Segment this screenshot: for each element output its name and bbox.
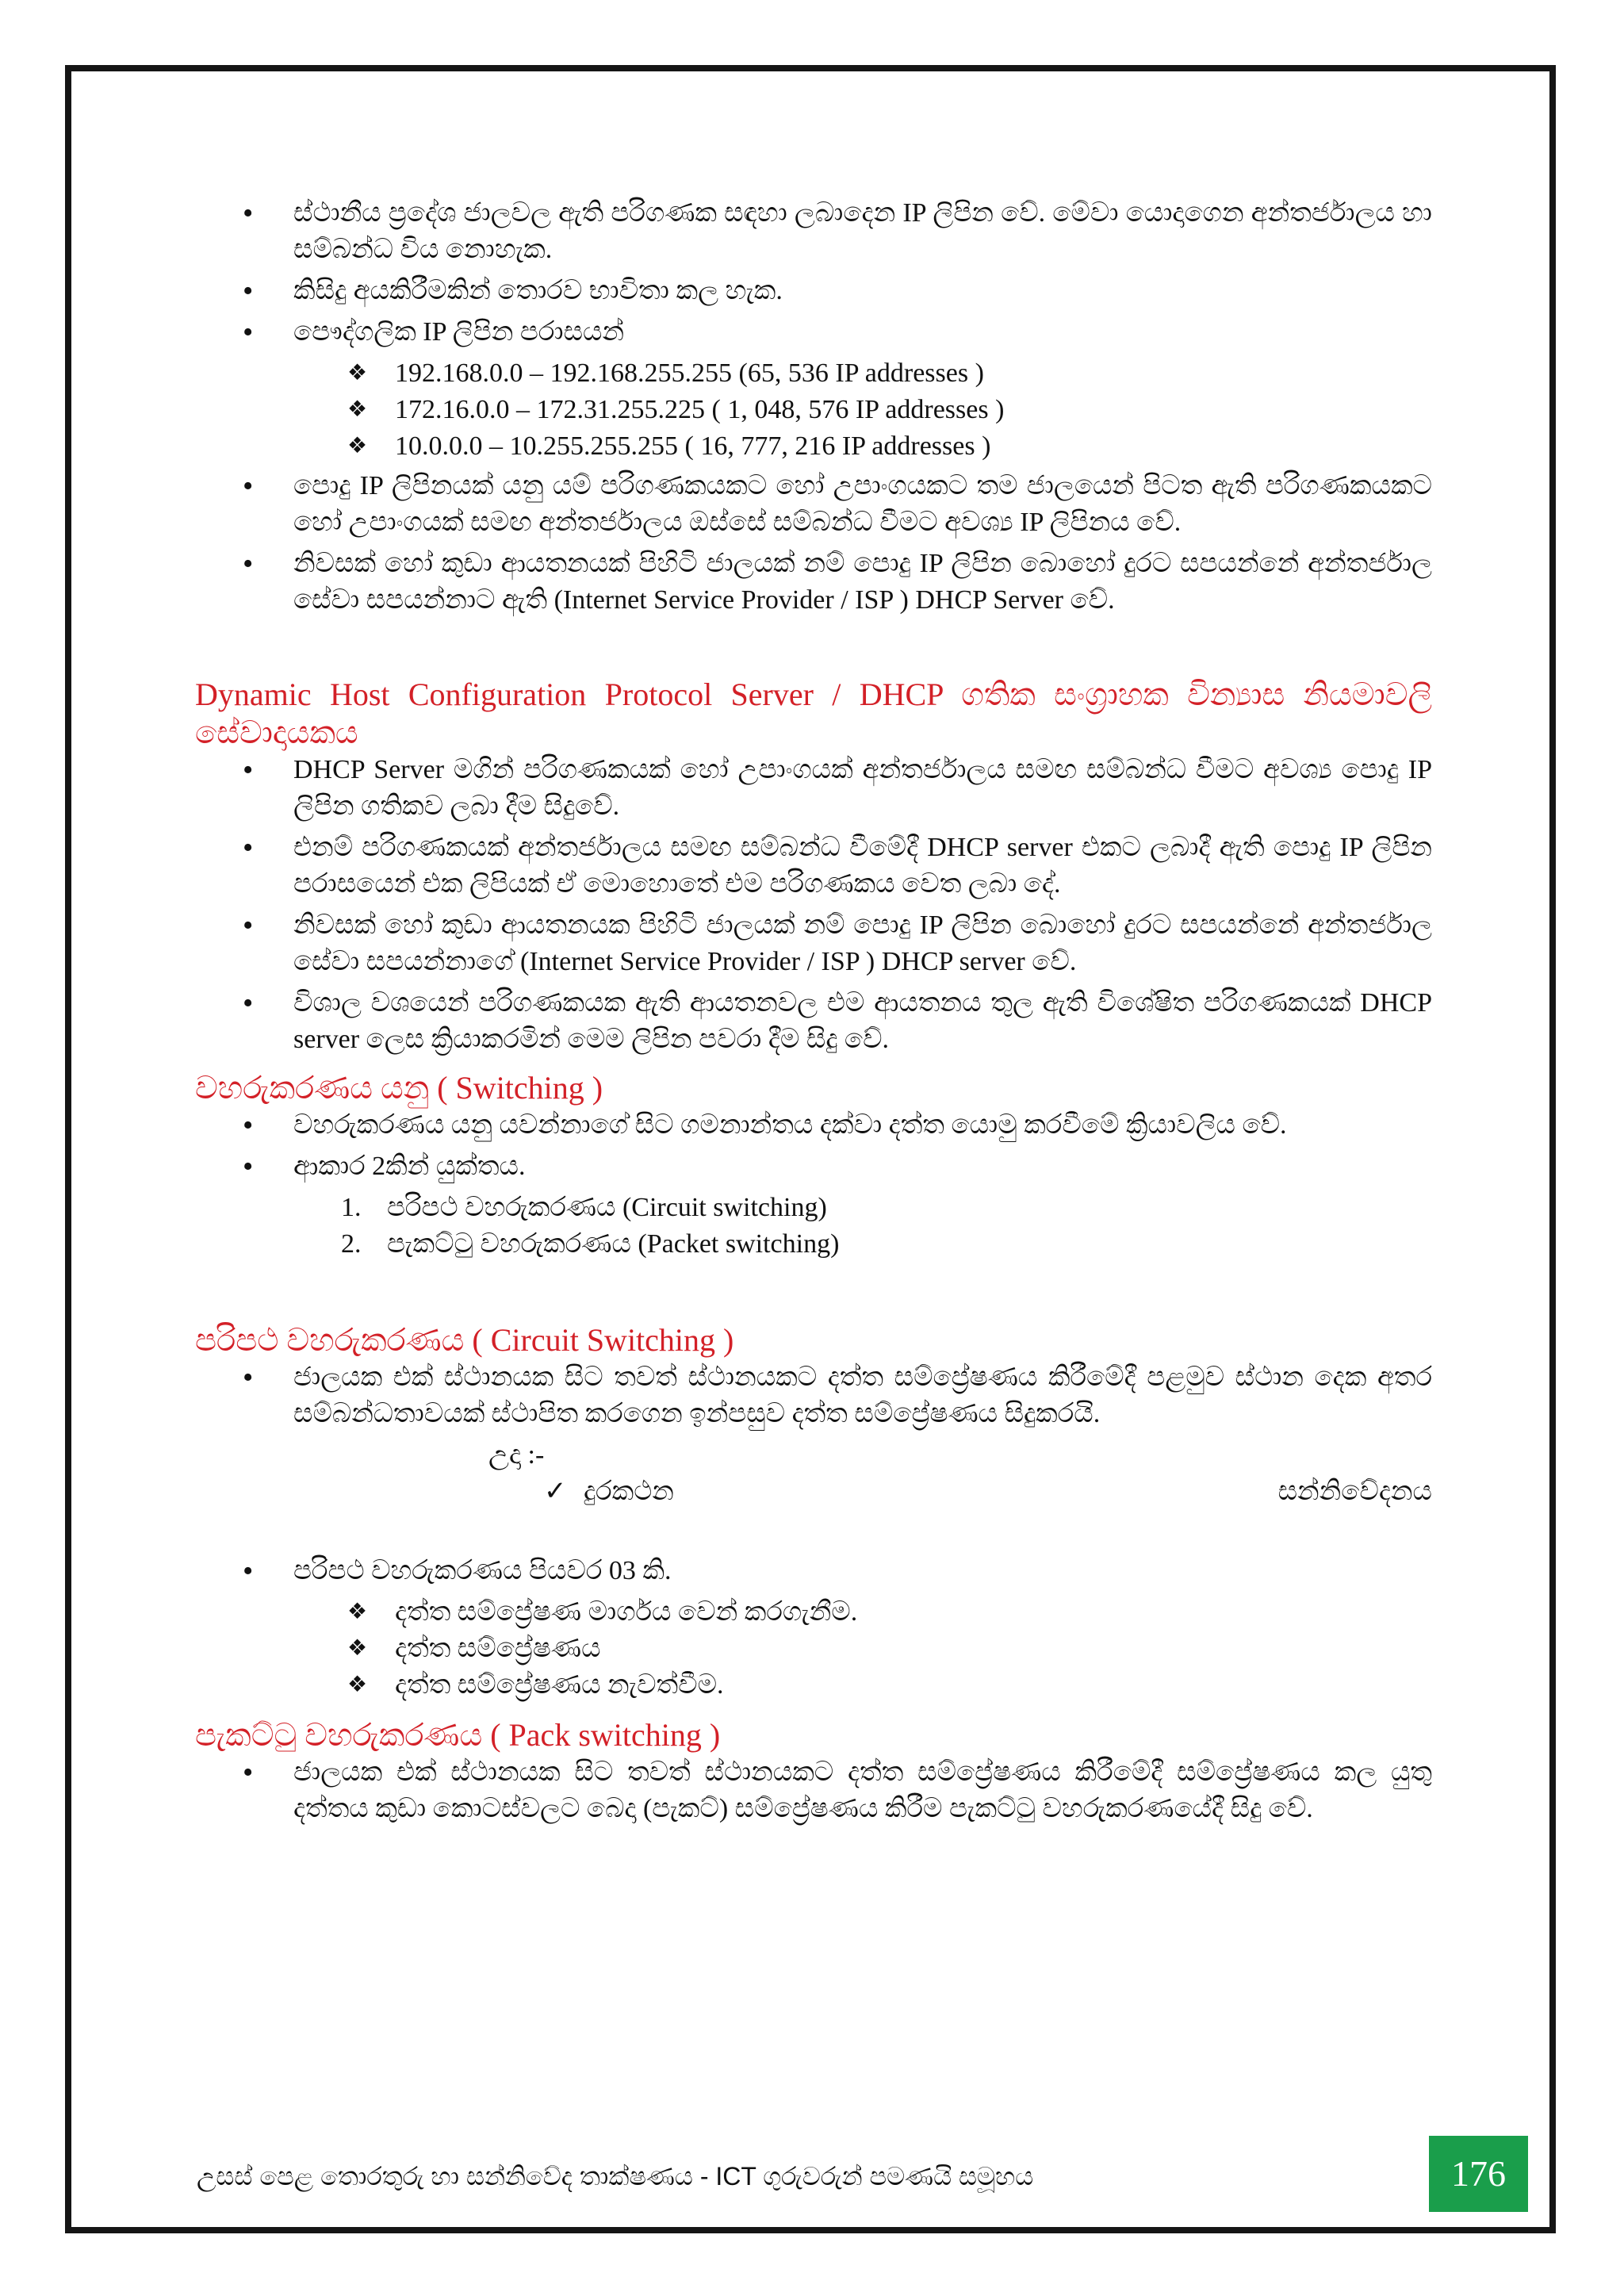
example-row xyxy=(544,1474,1432,1510)
circuit-list xyxy=(195,1359,1432,1432)
list-item: • එනම් පරිගණකයක් අන්තර්ජාලය සමඟ සම්බන්ධ වීමේදී DHCP server එකට ලබාදී ඇති පොදු IP ලිපින පරාසයෙන් එක ලිපියක් ඒ මොහොතේ එම පරිගණකය වෙත ලබා දේ. xyxy=(195,830,1432,903)
example-label: උදා :- xyxy=(488,1440,545,1470)
list-item: • පරිපථ වහරුකරණය පියවර 03 කි. xyxy=(195,1553,1432,1589)
switching-list xyxy=(195,1107,1432,1185)
item-number: 2. xyxy=(341,1229,362,1259)
footer-text: උසස් පෙළ තොරතුරු හා සන්නිවේද තාක්ෂණය - ICT ගුරුවරුන් පමණයි සමූහය xyxy=(197,2162,1034,2191)
packet-heading: පැකට්ටු වහරුකරණය ( Pack switching ) xyxy=(195,1717,721,1753)
circuit-steps-intro xyxy=(195,1553,1432,1589)
list-item: • විශාල වශයෙන් පරිගණකයක ඇති ආයතනවල එම ආයතනය තුල ඇති විශේෂිත පරිගණකයක් DHCP server ලෙස ක්‍රියාකරමින් මෙම ලිපින පවරා දීම සිදු වේ. xyxy=(195,985,1432,1058)
circuit-heading: පරිපථ වහරුකරණය ( Circuit Switching ) xyxy=(195,1322,734,1358)
item-text: පරිපථ වහරුකරණය (Circuit switching) xyxy=(387,1193,827,1222)
checkmark-icon: ✓ xyxy=(544,1477,567,1506)
dhcp-list xyxy=(195,752,1432,1058)
intro-list-continued xyxy=(195,468,1432,619)
circuit-steps xyxy=(347,1594,1432,1704)
list-item: ❖ දත්ත සම්ප්‍රේෂණය නැවත්වීම. xyxy=(347,1667,1432,1704)
list-item: ❖ දත්ත සම්ප්‍රේෂණය xyxy=(347,1631,1432,1667)
list-item: • පොදු IP ලිපිනයක් යනු යම් පරිගණකයකට හෝ උපාංගයකට තම ජාලයෙන් පිටත ඇති පරිගණකයකට හෝ උපාංගයක් සමඟ අන්තර්ජාලය ඔස්සේ සම්බන්ධ වීමට අවශ්‍ය IP ලිපිනය වේ. xyxy=(195,468,1432,541)
list-item: • ජාලයක එක් ස්ථානයක සිට තවත් ස්ථානයකට දත්ත සම්ප්‍රේෂණය කිරීමේදී සම්ප්‍රේෂණය කල යුතු දත්තය කුඩා කොටස්වලට බෙදා (පැකට්) සම්ප්‍රේෂණය කිරීම පැකට්ටු වහරුකරණයේදී සිදු වේ. xyxy=(195,1754,1432,1827)
dhcp-heading: Dynamic Host Configuration Protocol Server / DHCP ගතික සංග්‍රාහක වින්‍යාස නියමාවලි සේවාදායකය xyxy=(195,677,1432,750)
page-number-badge: 176 xyxy=(1429,2136,1528,2212)
intro-list xyxy=(195,195,1432,351)
list-item: • පෞද්ගලික IP ලිපින පරාසයන් xyxy=(195,314,1432,351)
list-item: • DHCP Server මගින් පරිගණකයක් හෝ උපාංගයක් අන්තර්ජාලය සමඟ සම්බන්ධ වීමට අවශ්‍ය පොදු IP ලිපින ගතිකව ලබා දීම සිදුවේ. xyxy=(195,752,1432,825)
list-item: • ස්ථානීය ප්‍රදේශ ජාලවල ඇති පරිගණක සඳහා ලබාදෙන IP ලිපින වේ. මේවා යොදාගෙන අන්තර්ජාලය හා සම්බන්ධ විය නොහැක. xyxy=(195,195,1432,268)
list-item xyxy=(341,1226,1432,1263)
list-item: ❖ 172.16.0.0 – 172.31.255.225 ( 1, 048, 576 IP addresses ) xyxy=(347,392,1432,428)
list-item: • නිවසක් හෝ කුඩා ආයතනයක් පිහිටි ජාලයක් නම් පොදු IP ලිපින බොහෝ දුරට සපයන්නේ අන්තර්ජාල සේවා සපයන්නාට ඇති (Internet Service Provider / ISP ) DHCP Server වේ. xyxy=(195,546,1432,619)
page-content xyxy=(195,195,1432,1832)
list-item: ❖ 192.168.0.0 – 192.168.255.255 (65, 536 IP addresses ) xyxy=(347,355,1432,392)
item-text: පැකට්ටු වහරුකරණය (Packet switching) xyxy=(387,1229,840,1259)
list-item: • වහරුකරණය යනු යවන්නාගේ සිට ගමනාන්තය දක්වා දත්ත යොමු කරවීමේ ක්‍රියාවලිය වේ. xyxy=(195,1107,1432,1144)
example-left: දුරකථන xyxy=(584,1477,674,1506)
list-item: • කිසිදු අයකිරීමකින් තොරව භාවිතා කල හැක. xyxy=(195,273,1432,309)
list-item: ❖ 10.0.0.0 – 10.255.255.255 ( 16, 777, 216 IP addresses ) xyxy=(347,428,1432,465)
list-item: • ආකාර 2කින් යුක්තය. xyxy=(195,1148,1432,1185)
list-item: ❖ දත්ත සම්ප්‍රේෂණ මාර්ගය වෙන් කරගැනීම. xyxy=(347,1594,1432,1631)
packet-list xyxy=(195,1754,1432,1827)
list-item xyxy=(341,1190,1432,1226)
list-item: • ජාලයක එක් ස්ථානයක සිට තවත් ස්ථානයකට දත්ත සම්ප්‍රේෂණය කිරීමේදී පළමුව ස්ථාන දෙක අතර සම්බන්ධතාවයක් ස්ථාපිත කරගෙන ඉන්පසුව දත්ත සම්ප්‍රේෂණය සිදුකරයි. xyxy=(195,1359,1432,1432)
switching-heading: වහරුකරණය යනු ( Switching ) xyxy=(195,1070,603,1106)
item-number: 1. xyxy=(341,1193,362,1222)
private-range-list xyxy=(347,355,1432,465)
example-right: සන්නිවේදනය xyxy=(1277,1477,1432,1506)
list-item: • නිවසක් හෝ කුඩා ආයතනයක පිහිටි ජාලයක් නම් පොදු IP ලිපින බොහෝ දුරට සපයන්නේ අන්තර්ජාල සේවා සපයන්නාගේ (Internet Service Provider / ISP ) DHCP server වේ. xyxy=(195,907,1432,980)
switching-types xyxy=(341,1190,1432,1263)
